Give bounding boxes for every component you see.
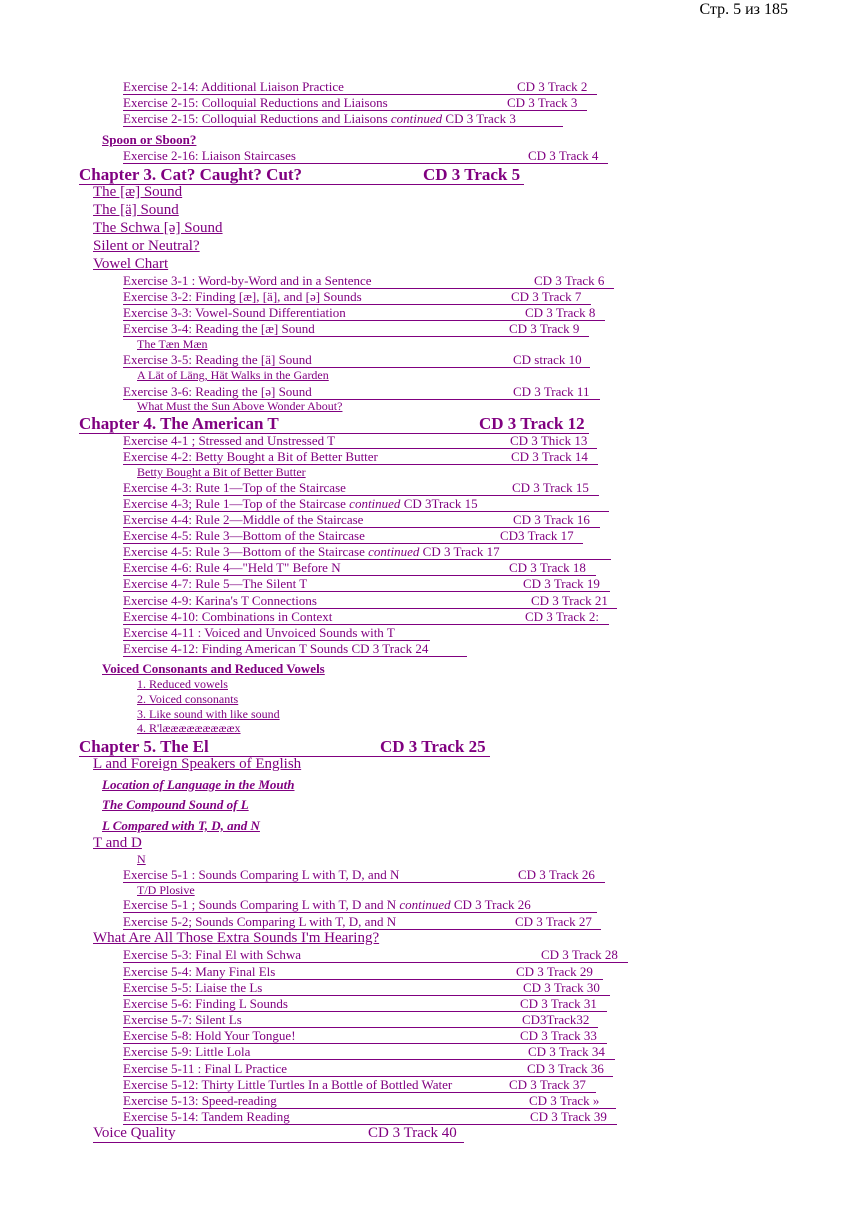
toc-subitem-link[interactable]: [137, 338, 207, 350]
exercise-title: Exercise 3-4: Reading the [æ] Sound: [123, 321, 315, 336]
exercise-title: Exercise 5-9: Little Lola: [123, 1044, 251, 1059]
toc-exercise-link[interactable]: [123, 96, 587, 112]
underline: [123, 656, 467, 657]
track-label: CD 3 Track »: [529, 1093, 600, 1108]
toc-exercise-link[interactable]: [123, 948, 628, 964]
exercise-title: Exercise 4-4: Rule 2—Middle of the Staircase: [123, 512, 364, 527]
track-label: CD 3 Track 31: [520, 996, 597, 1011]
exercise-title: Exercise 3-5: Reading the [ä] Sound: [123, 352, 312, 367]
track-label: CD 3 Track 26: [518, 867, 595, 882]
exercise-title: Exercise 2-15: Colloquial Reductions and Liaisons: [123, 95, 388, 110]
toc-subheading-link[interactable]: [102, 798, 249, 811]
subitem-title: 2. Voiced consonants: [137, 692, 239, 706]
toc-exercise-link[interactable]: [123, 965, 603, 981]
exercise-title: Exercise 4-1 ; Stressed and Unstressed T: [123, 433, 336, 448]
subitem-title: 4. R'læææææææææx: [137, 721, 241, 735]
exercise-title: Exercise 5-13: Speed-reading: [123, 1093, 277, 1108]
toc-section-link[interactable]: [93, 257, 168, 272]
subitem-title: T/D Plosive: [137, 883, 195, 897]
track-label: CD 3 Track 19: [523, 576, 600, 591]
exercise-title: Exercise 3-2: Finding [æ], [ä], and [ə] Sounds: [123, 289, 362, 304]
underline: [123, 912, 597, 913]
track-label: CD 3 Thick 13: [510, 433, 588, 448]
toc-subitem-link[interactable]: [137, 722, 241, 734]
track-label: CD 3 Track 17: [422, 544, 500, 559]
section-title: Silent or Neutral?: [93, 238, 200, 254]
chapter-title: Chapter 4. The American T: [79, 414, 279, 433]
subheading-title: Voiced Consonants and Reduced Vowels: [102, 661, 325, 676]
continued-label: continued: [349, 496, 401, 511]
toc-exercise-link[interactable]: [123, 915, 601, 931]
section-title: The [ä] Sound: [93, 202, 179, 218]
toc-exercise-link[interactable]: [123, 274, 614, 290]
section-title: Voice Quality: [93, 1125, 176, 1141]
subitem-title: N: [137, 852, 146, 866]
exercise-title: Exercise 5-14: Tandem Reading: [123, 1109, 290, 1124]
toc-exercise-link[interactable]: [123, 997, 607, 1013]
track-label: CD 3 Track 3: [445, 111, 516, 126]
subheading-title: Spoon or Sboon?: [102, 132, 197, 147]
section-title: What Are All Those Extra Sounds I'm Hearing?: [93, 930, 380, 946]
track-label: CD 3 Track 4: [528, 148, 599, 163]
exercise-title: Exercise 4-10: Combinations in Context: [123, 609, 333, 624]
exercise-title: Exercise 5-11 : Final L Practice: [123, 1061, 288, 1076]
chapter-title: Chapter 5. The El: [79, 737, 209, 756]
track-label: CD 3 Track 34: [528, 1044, 605, 1059]
toc-exercise-link[interactable]: [123, 868, 605, 884]
track-label: CD 3 Track 9: [509, 321, 580, 336]
toc-exercise-link[interactable]: [123, 80, 597, 96]
track-label: CD 3 Track 12: [479, 414, 585, 433]
subitem-title: A Lät of Läng, Hät Walks in the Garden: [137, 368, 329, 382]
track-label: CD 3 Track 2: [517, 79, 588, 94]
track-label: CD 3 Track 15: [512, 480, 589, 495]
exercise-title: Exercise 5-8: Hold Your Tongue!: [123, 1028, 296, 1043]
toc-exercise-link[interactable]: [123, 1078, 596, 1094]
toc-exercise-link[interactable]: [123, 497, 609, 513]
exercise-title: Exercise 4-5: Rule 3—Bottom of the Staircase: [123, 528, 365, 543]
toc-chapter-link[interactable]: [79, 738, 490, 758]
toc-exercise-link[interactable]: [123, 513, 600, 529]
toc-exercise-link[interactable]: [123, 434, 597, 450]
toc-exercise-link[interactable]: [123, 610, 609, 626]
toc-exercise-link[interactable]: [123, 1062, 613, 1078]
section-title: The Schwa [ə] Sound: [93, 220, 223, 236]
toc-section-link[interactable]: [93, 757, 301, 772]
exercise-title: Exercise 5-5: Liaise the Ls: [123, 980, 263, 995]
subitem-title: 1. Reduced vowels: [137, 677, 228, 691]
underline: [93, 1142, 464, 1143]
section-title: The [æ] Sound: [93, 184, 183, 200]
track-label: CD 3 Track 2:: [525, 609, 600, 624]
track-label: CD 3 Track 5: [423, 165, 521, 184]
toc-exercise-link[interactable]: [123, 642, 467, 658]
exercise-title: Exercise 3-3: Vowel-Sound Differentiation: [123, 305, 346, 320]
toc-exercise-link[interactable]: [123, 898, 597, 914]
toc-exercise-link[interactable]: [123, 481, 599, 497]
track-label: CD 3 Track 6: [534, 273, 605, 288]
section-title: L and Foreign Speakers of English: [93, 756, 302, 772]
subitem-title: What Must the Sun Above Wonder About?: [137, 399, 343, 413]
toc-exercise-link[interactable]: [123, 1029, 607, 1045]
track-label: CD 3 Track 14: [511, 449, 588, 464]
toc-subitem-link[interactable]: [137, 466, 306, 478]
page-number: Стр. 5 из 185: [699, 1, 788, 18]
toc-exercise-link[interactable]: [123, 626, 430, 642]
subheading-title: L Compared with T, D, and N: [102, 818, 260, 833]
track-label: CD 3 Track 40: [368, 1125, 457, 1141]
exercise-title: Exercise 4-5: Rule 3—Bottom of the Staircase: [123, 544, 365, 559]
track-label: CD 3 Track 25: [380, 737, 486, 756]
exercise-title: Exercise 4-12: Finding American T Sounds CD 3 Track 24: [123, 641, 429, 656]
exercise-title: Exercise 5-2; Sounds Comparing L with T, D, and N: [123, 914, 397, 929]
toc-exercise-link[interactable]: [123, 577, 610, 593]
toc-subheading-link[interactable]: [102, 819, 260, 832]
exercise-title: Exercise 2-15: Colloquial Reductions and Liaisons: [123, 111, 388, 126]
toc-exercise-link[interactable]: [123, 1094, 616, 1110]
track-label: CD 3 Track 33: [520, 1028, 597, 1043]
toc-exercise-link[interactable]: [123, 561, 596, 577]
toc-chapter-link[interactable]: [79, 415, 589, 435]
track-label: CD 3 Track 37: [509, 1077, 586, 1092]
track-label: CD 3 Track 8: [525, 305, 596, 320]
track-label: CD 3 Track 30: [523, 980, 600, 995]
toc-exercise-link[interactable]: [123, 1045, 615, 1061]
subitem-title: The Tæn Mæn: [137, 337, 208, 351]
exercise-title: Exercise 5-12: Thirty Little Turtles In a Bottle of Bottled Water: [123, 1077, 453, 1092]
track-label: CD 3 Track 18: [509, 560, 586, 575]
track-label: CD 3 Track 27: [515, 914, 592, 929]
exercise-title: Exercise 4-2: Betty Bought a Bit of Better Butter: [123, 449, 378, 464]
toc-subheading-link[interactable]: [102, 778, 295, 791]
exercise-title: Exercise 4-3; Rule 1—Top of the Staircase: [123, 496, 346, 511]
toc-exercise-link[interactable]: [123, 322, 589, 338]
toc-subitem-link[interactable]: [137, 853, 146, 865]
track-label: CD 3 Track 3: [507, 95, 578, 110]
exercise-title: Exercise 5-1 : Sounds Comparing L with T, D, and N: [123, 867, 400, 882]
underline: [123, 126, 563, 127]
toc-exercise-link[interactable]: [123, 529, 583, 545]
toc-exercise-link[interactable]: [123, 981, 610, 997]
toc-subitem-link[interactable]: [137, 884, 195, 896]
exercise-title: Exercise 5-4: Many Final Els: [123, 964, 276, 979]
toc-chapter-link[interactable]: [79, 166, 524, 186]
underline: [123, 1059, 615, 1060]
track-label: CD 3 Track 36: [527, 1061, 604, 1076]
toc-subheading-link[interactable]: [102, 662, 325, 675]
exercise-title: Exercise 3-6: Reading the [ə] Sound: [123, 384, 312, 399]
exercise-title: Exercise 5-6: Finding L Sounds: [123, 996, 288, 1011]
toc-section-link[interactable]: [93, 836, 142, 851]
track-label: CD 3 Track 11: [513, 384, 590, 399]
track-label: CD3 Track 17: [500, 528, 574, 543]
exercise-title: Exercise 5-1 ; Sounds Comparing L with T, D and N: [123, 897, 397, 912]
toc-exercise-link[interactable]: [123, 545, 611, 561]
subheading-title: Location of Language in the Mouth: [102, 777, 295, 792]
exercise-title: Exercise 2-14: Additional Liaison Practice: [123, 79, 344, 94]
track-label: CD 3 Track 39: [530, 1109, 607, 1124]
toc-section-link[interactable]: [93, 221, 223, 236]
toc-exercise-link[interactable]: [123, 149, 608, 165]
track-label: CD 3 Track 21: [531, 593, 608, 608]
track-label: CD 3Track 15: [403, 496, 478, 511]
toc-exercise-link[interactable]: [123, 594, 617, 610]
underline: [123, 962, 628, 963]
exercise-title: Exercise 4-11 : Voiced and Unvoiced Sounds with T: [123, 625, 395, 640]
underline: [123, 591, 610, 592]
subitem-title: 3. Like sound with like sound: [137, 707, 280, 721]
toc-exercise-link[interactable]: [123, 353, 590, 369]
toc-subheading-link[interactable]: [102, 133, 196, 146]
track-label: CD 3 Track 26: [453, 897, 531, 912]
track-label: CD 3 Track 29: [516, 964, 593, 979]
chapter-title: Chapter 3. Cat? Caught? Cut?: [79, 165, 303, 184]
toc-exercise-link[interactable]: [123, 1110, 617, 1126]
exercise-title: Exercise 5-3: Final El with Schwa: [123, 947, 301, 962]
toc-subitem-link[interactable]: [137, 678, 228, 690]
toc-section-link[interactable]: [93, 931, 379, 946]
track-label: CD3Track32: [522, 1012, 590, 1027]
section-title: Vowel Chart: [93, 256, 169, 272]
exercise-title: Exercise 4-9: Karina's T Connections: [123, 593, 317, 608]
track-label: CD strack 10: [513, 352, 582, 367]
toc-exercise-link[interactable]: [123, 290, 591, 306]
toc-section-link[interactable]: [93, 1126, 464, 1144]
continued-label: continued: [399, 897, 451, 912]
exercise-title: Exercise 3-1 : Word-by-Word and in a Sentence: [123, 273, 372, 288]
track-label: CD 3 Track 7: [511, 289, 582, 304]
toc-section-link[interactable]: [93, 185, 182, 200]
toc-exercise-link[interactable]: [123, 1013, 598, 1029]
toc-subitem-link[interactable]: [137, 708, 280, 720]
track-label: CD 3 Track 16: [513, 512, 590, 527]
continued-label: continued: [390, 111, 443, 126]
track-label: CD 3 Track 28: [541, 947, 618, 962]
section-title: T and D: [93, 835, 142, 851]
subitem-title: Betty Bought a Bit of Better Butter: [137, 465, 306, 479]
continued-label: continued: [368, 544, 420, 559]
toc-section-link[interactable]: [93, 203, 179, 218]
toc-subitem-link[interactable]: [137, 693, 238, 705]
toc-exercise-link[interactable]: [123, 306, 605, 322]
exercise-title: Exercise 4-3: Rute 1—Top of the Staircase: [123, 480, 346, 495]
toc-exercise-link[interactable]: [123, 450, 598, 466]
exercise-title: Exercise 2-16: Liaison Staircases: [123, 148, 296, 163]
toc-exercise-link[interactable]: [123, 112, 563, 128]
underline: [123, 163, 608, 164]
exercise-title: Exercise 5-7: Silent Ls: [123, 1012, 242, 1027]
exercise-title: Exercise 4-6: Rule 4—"Held T" Before N: [123, 560, 341, 575]
toc-subitem-link[interactable]: [137, 369, 329, 381]
underline: [123, 882, 605, 883]
subheading-title: The Compound Sound of L: [102, 797, 249, 812]
toc-section-link[interactable]: [93, 239, 200, 254]
exercise-title: Exercise 4-7: Rule 5—The Silent T: [123, 576, 308, 591]
toc-subitem-link[interactable]: [137, 400, 342, 412]
